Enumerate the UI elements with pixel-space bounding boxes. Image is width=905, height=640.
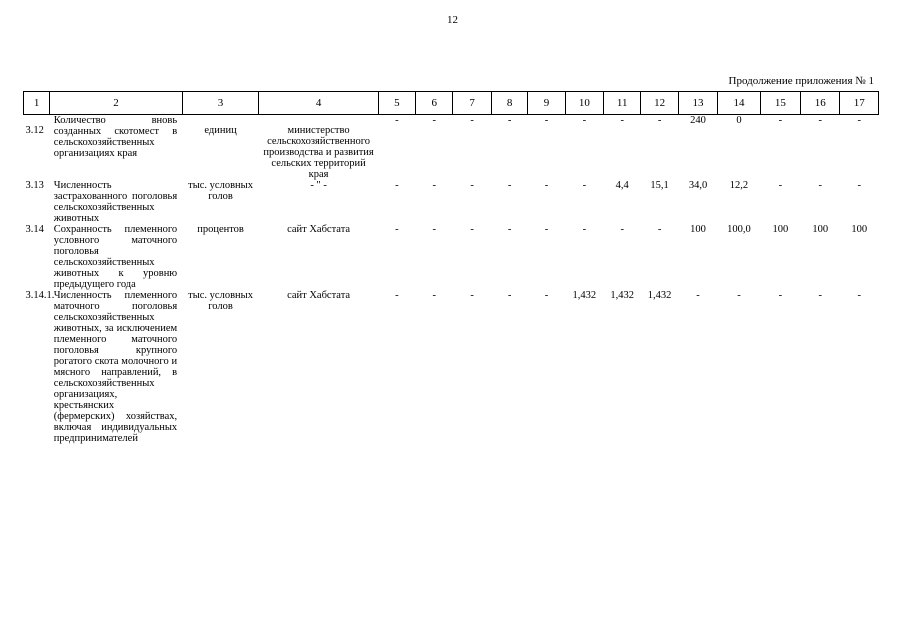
header-cell: 3	[182, 92, 259, 115]
value-cell: -	[395, 224, 399, 235]
value-cell: -	[696, 290, 700, 301]
value-cell: 100	[851, 224, 868, 235]
header-cell: 14	[718, 92, 760, 115]
header-cell: 7	[453, 92, 491, 115]
value-cell: 1,432	[610, 290, 635, 301]
value-cell: 100	[690, 224, 706, 235]
indicator-name: Численность племенного маточного поголовья сельскохозяйственных животных, за исключением племенного маточного поголовья крупного рогатого скота молочного и мясного направлений, в сельскохозяйственных организациях, крестьянских (фермерских) хозяйствах, включая индивидуальных предпринимателей	[53, 290, 178, 444]
header-cell: 9	[528, 92, 565, 115]
header-cell: 2	[50, 92, 182, 115]
value-cell: -	[544, 115, 549, 126]
value-cell: 4,4	[615, 180, 629, 191]
header-cell: 10	[565, 92, 603, 115]
row-number: 3.14.1.	[25, 290, 55, 301]
indicator-name: Сохранность племенного условного маточного поголовья сельскохозяйственных животных к уровню предыдущего года	[53, 224, 178, 290]
value-cell: 34,0	[688, 180, 708, 191]
unit: тыс. условных голов	[188, 290, 253, 312]
header-cell: 11	[604, 92, 641, 115]
value-cell: -	[620, 115, 624, 126]
unit: процентов	[197, 224, 244, 235]
header-cell: 16	[801, 92, 840, 115]
value-cell: 240	[690, 115, 706, 126]
value-cell: -	[470, 180, 474, 191]
page-number: 12	[447, 14, 458, 26]
value-cell: -	[544, 290, 549, 301]
table-row	[24, 180, 879, 224]
unit: единиц	[204, 125, 237, 136]
table-row	[24, 224, 879, 290]
header-row	[24, 92, 879, 115]
value-cell: 0	[736, 115, 742, 126]
indicator-name: Численность застрахованного поголовья сельскохозяйственных животных	[53, 180, 178, 224]
unit: тыс. условных голов	[188, 180, 253, 202]
table-row	[24, 115, 879, 181]
header-cell: 5	[378, 92, 415, 115]
value-cell: -	[737, 290, 741, 301]
value-cell: -	[470, 290, 474, 301]
header-cell: 15	[760, 92, 800, 115]
value-cell: 1,432	[647, 290, 672, 301]
value-cell: -	[818, 115, 823, 126]
value-cell: 12,2	[729, 180, 749, 191]
value-cell: -	[432, 224, 437, 235]
value-cell: -	[778, 115, 783, 126]
value-cell: -	[544, 180, 549, 191]
source: сайт Хабстата	[287, 290, 351, 301]
value-cell: -	[432, 290, 437, 301]
table-row	[24, 290, 879, 444]
value-cell: -	[657, 115, 662, 126]
value-cell: -	[778, 180, 783, 191]
value-cell: -	[507, 290, 512, 301]
value-cell: -	[507, 224, 512, 235]
value-cell: -	[857, 180, 861, 191]
value-cell: -	[857, 115, 861, 126]
value-cell: -	[582, 180, 587, 191]
value-cell: -	[470, 224, 474, 235]
value-cell: -	[818, 290, 823, 301]
value-cell: -	[620, 224, 624, 235]
value-cell: -	[507, 115, 512, 126]
source: - " -	[310, 180, 327, 191]
value-cell: 100,0	[727, 224, 751, 235]
value-cell: -	[432, 115, 437, 126]
header-cell: 17	[840, 92, 879, 115]
value-cell: -	[395, 290, 399, 301]
header-cell: 12	[641, 92, 678, 115]
continuation-label: Продолжение приложения № 1	[728, 75, 874, 87]
header-cell: 8	[491, 92, 527, 115]
value-cell: 100	[812, 224, 829, 235]
value-cell: -	[778, 290, 783, 301]
row-number: 3.13	[25, 180, 44, 191]
source: министерство сельскохозяйственного производства и развития сельских территорий края	[263, 125, 374, 180]
value-cell: -	[818, 180, 823, 191]
row-number: 3.14	[25, 224, 44, 235]
source: сайт Хабстата	[287, 224, 351, 235]
value-cell: -	[657, 224, 662, 235]
value-cell: -	[432, 180, 437, 191]
value-cell: -	[507, 180, 512, 191]
value-cell: 1,432	[572, 290, 597, 301]
appendix-table	[23, 91, 879, 444]
header-cell: 13	[678, 92, 717, 115]
value-cell: -	[544, 224, 549, 235]
indicator-name: Количество вновь созданных скотомест в сельскохозяйственных организациях края	[53, 115, 178, 159]
value-cell: -	[582, 115, 587, 126]
value-cell: -	[395, 180, 399, 191]
value-cell: 100	[772, 224, 789, 235]
value-cell: -	[857, 290, 861, 301]
value-cell: -	[470, 115, 474, 126]
value-cell: -	[582, 224, 587, 235]
value-cell: -	[395, 115, 399, 126]
row-number: 3.12	[25, 125, 44, 136]
value-cell: 15,1	[650, 180, 669, 191]
header-cell: 4	[259, 92, 378, 115]
header-cell: 6	[416, 92, 453, 115]
header-cell: 1	[24, 92, 50, 115]
